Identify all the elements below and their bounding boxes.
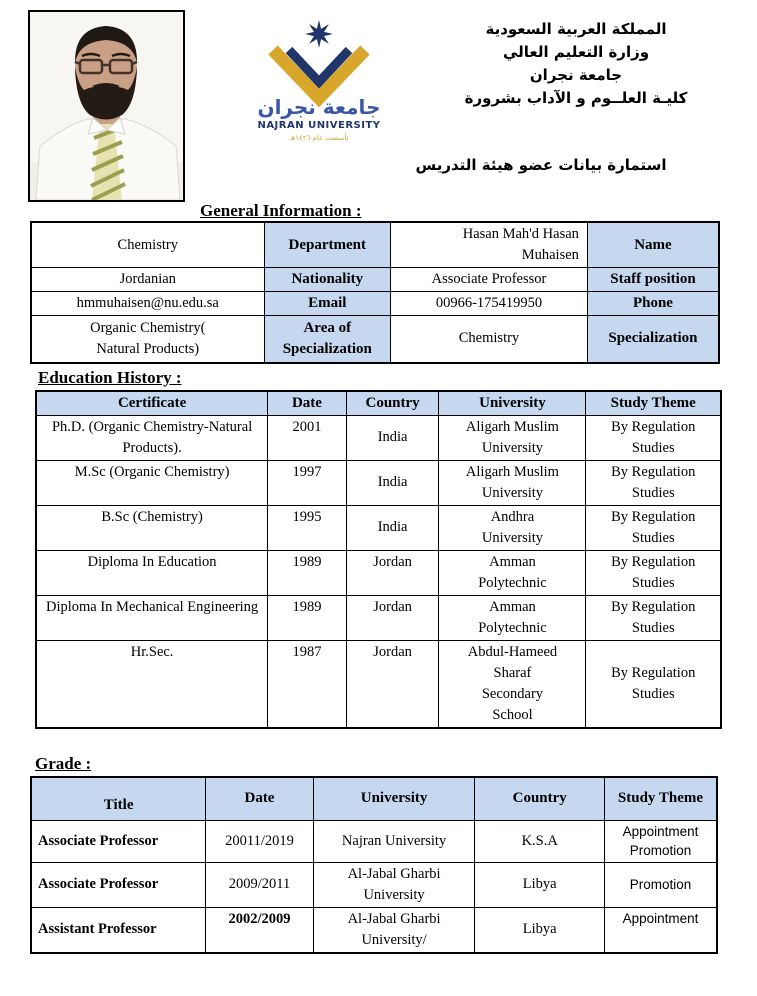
eh-university — [439, 460, 586, 505]
table-row — [36, 460, 721, 505]
chevron-gold-icon — [273, 50, 365, 98]
gr-study-theme: Promotion — [604, 862, 717, 907]
eh-country: Jordan — [346, 640, 439, 728]
gi-department-value: Chemistry — [31, 222, 264, 268]
portrait-photo-image — [30, 12, 183, 200]
table-row — [31, 316, 719, 363]
eh-certificate: Hr.Sec. — [36, 640, 268, 728]
eh-university-text: Amman Polytechnic — [478, 598, 547, 636]
gr-study-theme: Appointment Promotion — [604, 820, 717, 862]
eh-university-text: Abdul-Hameed Sharaf Secondary School — [467, 643, 558, 723]
eh-certificate: Diploma In Education — [36, 550, 268, 595]
gr-university-text: Al-Jabal Gharbi University/ — [347, 910, 441, 948]
grade-table — [30, 776, 718, 954]
table-row — [31, 222, 719, 268]
gi-staff-position-value: Associate Professor — [391, 268, 588, 292]
eh-university-text: Aligarh Muslim University — [465, 418, 559, 456]
table-row — [36, 505, 721, 550]
gr-study-theme: Appointment — [604, 907, 717, 953]
eh-certificate: Ph.D. (Organic Chemistry-Natural Products). — [36, 415, 268, 460]
eh-university — [439, 595, 586, 640]
gi-name-text: Hasan Mah'd Hasan Muhaisen — [462, 226, 579, 263]
page-header — [0, 0, 757, 200]
general-information-heading: General Information : — [200, 201, 362, 220]
najran-university-logo — [243, 16, 395, 146]
logo-arabic-name: جامعة نجران — [257, 95, 381, 119]
letterhead-line-college: كليـة العلــوم و الآداب بشرورة — [464, 89, 688, 107]
eh-country: India — [346, 460, 439, 505]
letterhead-line-ministry: وزارة التعليم العالي — [502, 43, 650, 61]
letterhead-line-university: جامعة نجران — [529, 66, 623, 84]
eh-date: 1987 — [268, 640, 347, 728]
gr-col-title: Title — [31, 777, 206, 820]
eh-study-theme: By Regulation Studies — [586, 415, 721, 460]
table-row — [31, 907, 717, 953]
gr-date: 2009/2011 — [206, 862, 313, 907]
eh-certificate: Diploma In Mechanical Engineering — [36, 595, 268, 640]
eh-col-certificate: Certificate — [36, 391, 268, 416]
eh-study-theme: By Regulation Studies — [586, 595, 721, 640]
gr-title: Assistant Professor — [31, 907, 206, 953]
gr-title: Associate Professor — [31, 862, 206, 907]
eh-date: 1997 — [268, 460, 347, 505]
eh-university-text: Amman Polytechnic — [478, 553, 547, 591]
arabic-letterhead — [430, 18, 722, 110]
gi-email-value: hmmuhaisen@nu.edu.sa — [31, 292, 264, 316]
gr-university-text: Al-Jabal Gharbi University — [347, 865, 441, 903]
gi-specialization-label: Specialization — [587, 316, 719, 363]
education-history-table — [35, 390, 722, 730]
eh-university — [439, 550, 586, 595]
eh-country: India — [346, 415, 439, 460]
gr-study-theme-text: Study Theme — [617, 790, 704, 807]
gi-phone-label: Phone — [587, 292, 719, 316]
logo-founded-text: تأسست عام ١٤٢٦هـ — [289, 134, 349, 142]
gi-phone-value: 00966-175419950 — [391, 292, 588, 316]
gr-col-university: University — [313, 777, 475, 820]
form-title: استمارة بيانات عضو هيئة التدريس — [415, 156, 667, 174]
general-information-table — [30, 221, 720, 364]
gi-nationality-label: Nationality — [264, 268, 391, 292]
eh-country: India — [346, 505, 439, 550]
eh-certificate: M.Sc (Organic Chemistry) — [36, 460, 268, 505]
eh-university — [439, 505, 586, 550]
eh-study-theme: By Regulation Studies — [586, 550, 721, 595]
gi-email-label: Email — [264, 292, 391, 316]
gi-specialization-value: Chemistry — [391, 316, 588, 363]
letterhead-line-country: المملكة العربية السعودية — [485, 20, 667, 38]
gi-area-value — [31, 316, 264, 363]
eh-date: 2001 — [268, 415, 347, 460]
gr-country: Libya — [475, 907, 605, 953]
table-row — [31, 820, 717, 862]
table-row — [31, 862, 717, 907]
university-logo — [243, 16, 395, 146]
gr-university — [313, 907, 475, 953]
eh-date: 1989 — [268, 550, 347, 595]
star-icon — [305, 20, 333, 48]
gr-university: Najran University — [313, 820, 475, 862]
eh-university — [439, 415, 586, 460]
grade-heading: Grade : — [35, 754, 92, 773]
gr-country: Libya — [475, 862, 605, 907]
eh-study-theme: By Regulation Studies — [586, 640, 721, 728]
gr-country: K.S.A — [475, 820, 605, 862]
logo-english-name: NAJRAN UNIVERSITY — [257, 120, 381, 131]
eh-date: 1989 — [268, 595, 347, 640]
table-row — [36, 550, 721, 595]
education-history-heading: Education History : — [38, 367, 182, 387]
gi-name-label: Name — [587, 222, 719, 268]
eh-certificate: B.Sc (Chemistry) — [36, 505, 268, 550]
eh-col-country: Country — [346, 391, 439, 416]
gr-university — [313, 862, 475, 907]
eh-university — [439, 640, 586, 728]
gr-title: Associate Professor — [31, 820, 206, 862]
eh-study-theme: By Regulation Studies — [586, 460, 721, 505]
table-header-row — [36, 391, 721, 416]
faculty-photo — [28, 10, 185, 202]
gi-area-label: Area of Specialization — [264, 316, 391, 363]
table-row — [31, 292, 719, 316]
table-row — [31, 268, 719, 292]
table-row — [36, 595, 721, 640]
eh-country: Jordan — [346, 595, 439, 640]
gi-area-text: Organic Chemistry( Natural Products) — [90, 319, 206, 357]
table-row — [36, 415, 721, 460]
gi-name-value — [391, 222, 588, 268]
eh-university-text: Aligarh Muslim University — [465, 463, 559, 501]
eh-country: Jordan — [346, 550, 439, 595]
eh-col-university: University — [439, 391, 586, 416]
gi-department-label: Department — [264, 222, 391, 268]
eh-study-theme: By Regulation Studies — [586, 505, 721, 550]
gr-col-study-theme — [604, 777, 717, 820]
gr-col-date: Date — [206, 777, 313, 820]
eh-date: 1995 — [268, 505, 347, 550]
eh-col-study-theme: Study Theme — [586, 391, 721, 416]
gr-col-country: Country — [475, 777, 605, 820]
eh-university-text: Andhra University — [481, 508, 544, 546]
table-row — [36, 640, 721, 728]
table-header-row — [31, 777, 717, 820]
gr-date: 2002/2009 — [206, 907, 313, 953]
gi-nationality-value: Jordanian — [31, 268, 264, 292]
eh-col-date: Date — [268, 391, 347, 416]
gi-staff-position-label: Staff position — [587, 268, 719, 292]
gr-date: 20011/2019 — [206, 820, 313, 862]
